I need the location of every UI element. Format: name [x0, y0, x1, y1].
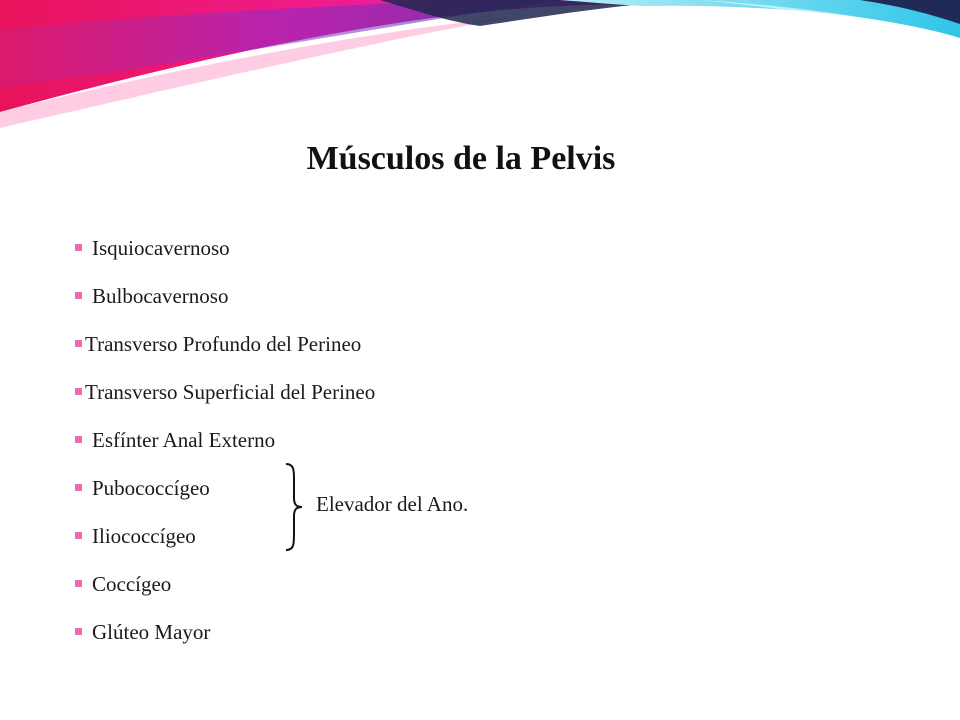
list-item: Glúteo Mayor — [75, 619, 210, 645]
bullet-icon — [75, 532, 82, 539]
bullet-icon — [75, 292, 82, 299]
group-label: Elevador del Ano. — [316, 492, 469, 516]
bullet-icon — [75, 628, 82, 635]
bullet-icon — [75, 340, 82, 347]
decorative-banner — [0, 0, 960, 130]
list-item: Isquiocavernoso — [75, 235, 230, 261]
list-item: Esfínter Anal Externo — [75, 427, 275, 453]
slide-title: Músculos de la Pelvis — [306, 140, 616, 177]
grouping-brace — [280, 462, 310, 552]
bullet-icon — [75, 436, 82, 443]
bullet-icon — [75, 244, 82, 251]
list-item: Pubococcígeo — [75, 475, 210, 501]
bullet-icon — [75, 388, 82, 395]
bullet-icon — [75, 484, 82, 491]
list-item: Iliococcígeo — [75, 523, 196, 549]
list-item: Transverso Profundo del Perineo — [75, 331, 361, 357]
list-item: Transverso Superficial del Perineo — [75, 379, 375, 405]
list-item: Bulbocavernoso — [75, 283, 228, 309]
list-item: Coccígeo — [75, 571, 171, 597]
bullet-icon — [75, 580, 82, 587]
